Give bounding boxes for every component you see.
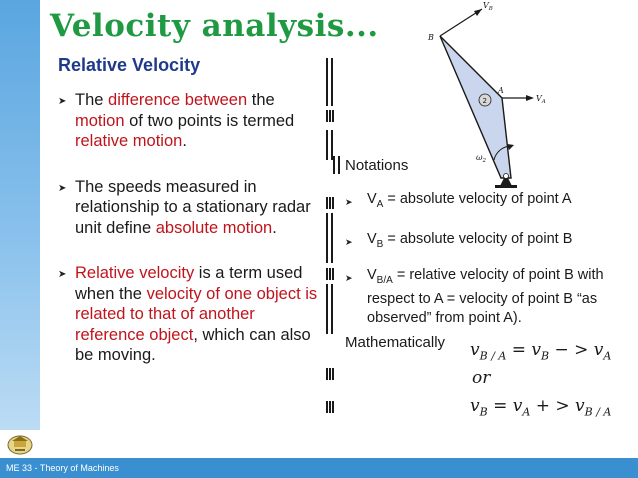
bullet-marker-icon: ➤ — [345, 272, 353, 283]
label-omega-sub: 2 — [482, 158, 487, 164]
separator-tick — [326, 197, 336, 209]
eq-term: = v — [506, 340, 541, 360]
separator-bar — [333, 156, 343, 174]
pivot-pin — [504, 174, 509, 179]
separator-tick — [326, 401, 336, 413]
separator-bar — [326, 213, 336, 263]
eq-term: v — [470, 340, 480, 360]
bullet-marker-icon: ➤ — [345, 236, 353, 247]
mathematically-label: Mathematically — [345, 334, 446, 351]
bullet-highlight: absolute motion — [155, 218, 273, 237]
eq-subscript: A — [522, 405, 531, 419]
slide-subtitle: Relative Velocity — [58, 55, 201, 75]
eq-term: − > v — [549, 340, 604, 360]
eq-term: = v — [487, 396, 523, 416]
label-link-number: 2 — [482, 97, 487, 105]
bullet-text: the — [247, 91, 275, 109]
university-logo-icon — [6, 432, 34, 456]
bullet-highlight: Relative velocity — [75, 264, 195, 282]
bullet-text: . — [182, 132, 187, 150]
notation-symbol: V — [367, 191, 377, 207]
label-omega — [476, 153, 487, 164]
equation-absolute — [470, 396, 611, 418]
slide-title: Velocity analysis... — [50, 8, 379, 44]
eq-term: v — [470, 396, 480, 416]
velocity-arrowhead-b — [474, 9, 482, 16]
ground-base — [495, 185, 517, 188]
label-point-b: B — [428, 33, 434, 42]
notation-vba — [345, 266, 633, 328]
eq-subscript: B / A — [584, 405, 612, 419]
separator-tick — [326, 368, 336, 380]
bullet-text: is a term used when the — [75, 264, 303, 303]
notation-symbol: V — [367, 266, 377, 283]
eq-subscript: B — [479, 405, 488, 419]
separator-bar — [326, 284, 336, 334]
bullet-text: . — [272, 218, 277, 237]
separator-bar — [326, 58, 336, 106]
label-va — [536, 94, 546, 105]
notation-text: = absolute velocity of point B — [383, 230, 573, 247]
bullet-text: The speeds measured in relationship to a stationary radar unit define — [75, 177, 311, 237]
bullet-highlight: motion — [75, 111, 125, 130]
notation-vb — [345, 230, 633, 254]
notations-heading: Notations — [345, 157, 409, 174]
bullet-absolute-motion — [58, 177, 320, 239]
label-omega-main: ω — [476, 153, 483, 162]
notations-list — [345, 190, 633, 328]
separator-tick — [326, 110, 336, 122]
notation-text: = absolute velocity of point A — [383, 191, 572, 207]
bullet-text: The — [75, 91, 109, 109]
side-strip — [0, 0, 40, 430]
eq-subscript: A — [603, 349, 612, 363]
notation-subscript: B/A — [376, 274, 393, 286]
link-velocity-diagram — [410, 0, 635, 190]
bullet-highlight: difference between — [108, 91, 248, 109]
notation-subscript: A — [376, 198, 384, 210]
eq-term: + > v — [530, 396, 585, 416]
label-vb — [483, 1, 493, 12]
label-point-a: A — [498, 86, 504, 95]
label-va-main: V — [536, 94, 542, 103]
bullet-relative-motion — [58, 90, 320, 152]
velocity-arrowhead-a — [526, 95, 534, 101]
notation-text: = relative velocity of point B with respect to A = velocity of point B “as observed” from point A). — [367, 266, 604, 326]
bullet-marker-icon: ➤ — [58, 96, 67, 107]
bullet-relative-velocity — [58, 263, 320, 366]
bullet-highlight: velocity of one object is related to that of another reference object — [75, 284, 318, 344]
equation-relative — [470, 340, 611, 362]
eq-subscript: B — [541, 349, 550, 363]
label-vb-main: V — [483, 1, 489, 10]
separator-tick — [326, 268, 336, 280]
notation-va — [345, 190, 633, 214]
bullet-text: , which can also be moving. — [75, 325, 311, 364]
bullet-marker-icon: ➤ — [58, 269, 67, 280]
footer-course-label: ME 33 - Theory of Machines — [6, 463, 119, 473]
bullet-highlight: relative motion — [75, 132, 183, 150]
notation-symbol: V — [367, 230, 377, 247]
left-bullets — [58, 90, 320, 366]
bullet-marker-icon: ➤ — [345, 197, 353, 207]
eq-subscript: B / A — [479, 349, 507, 363]
label-vb-sub: B — [488, 6, 493, 12]
bullet-marker-icon: ➤ — [58, 182, 67, 194]
notation-subscript: B — [376, 238, 384, 250]
equation-or: or — [472, 368, 491, 388]
bullet-text: of two points is termed — [124, 111, 295, 130]
label-va-sub: A — [541, 99, 546, 105]
